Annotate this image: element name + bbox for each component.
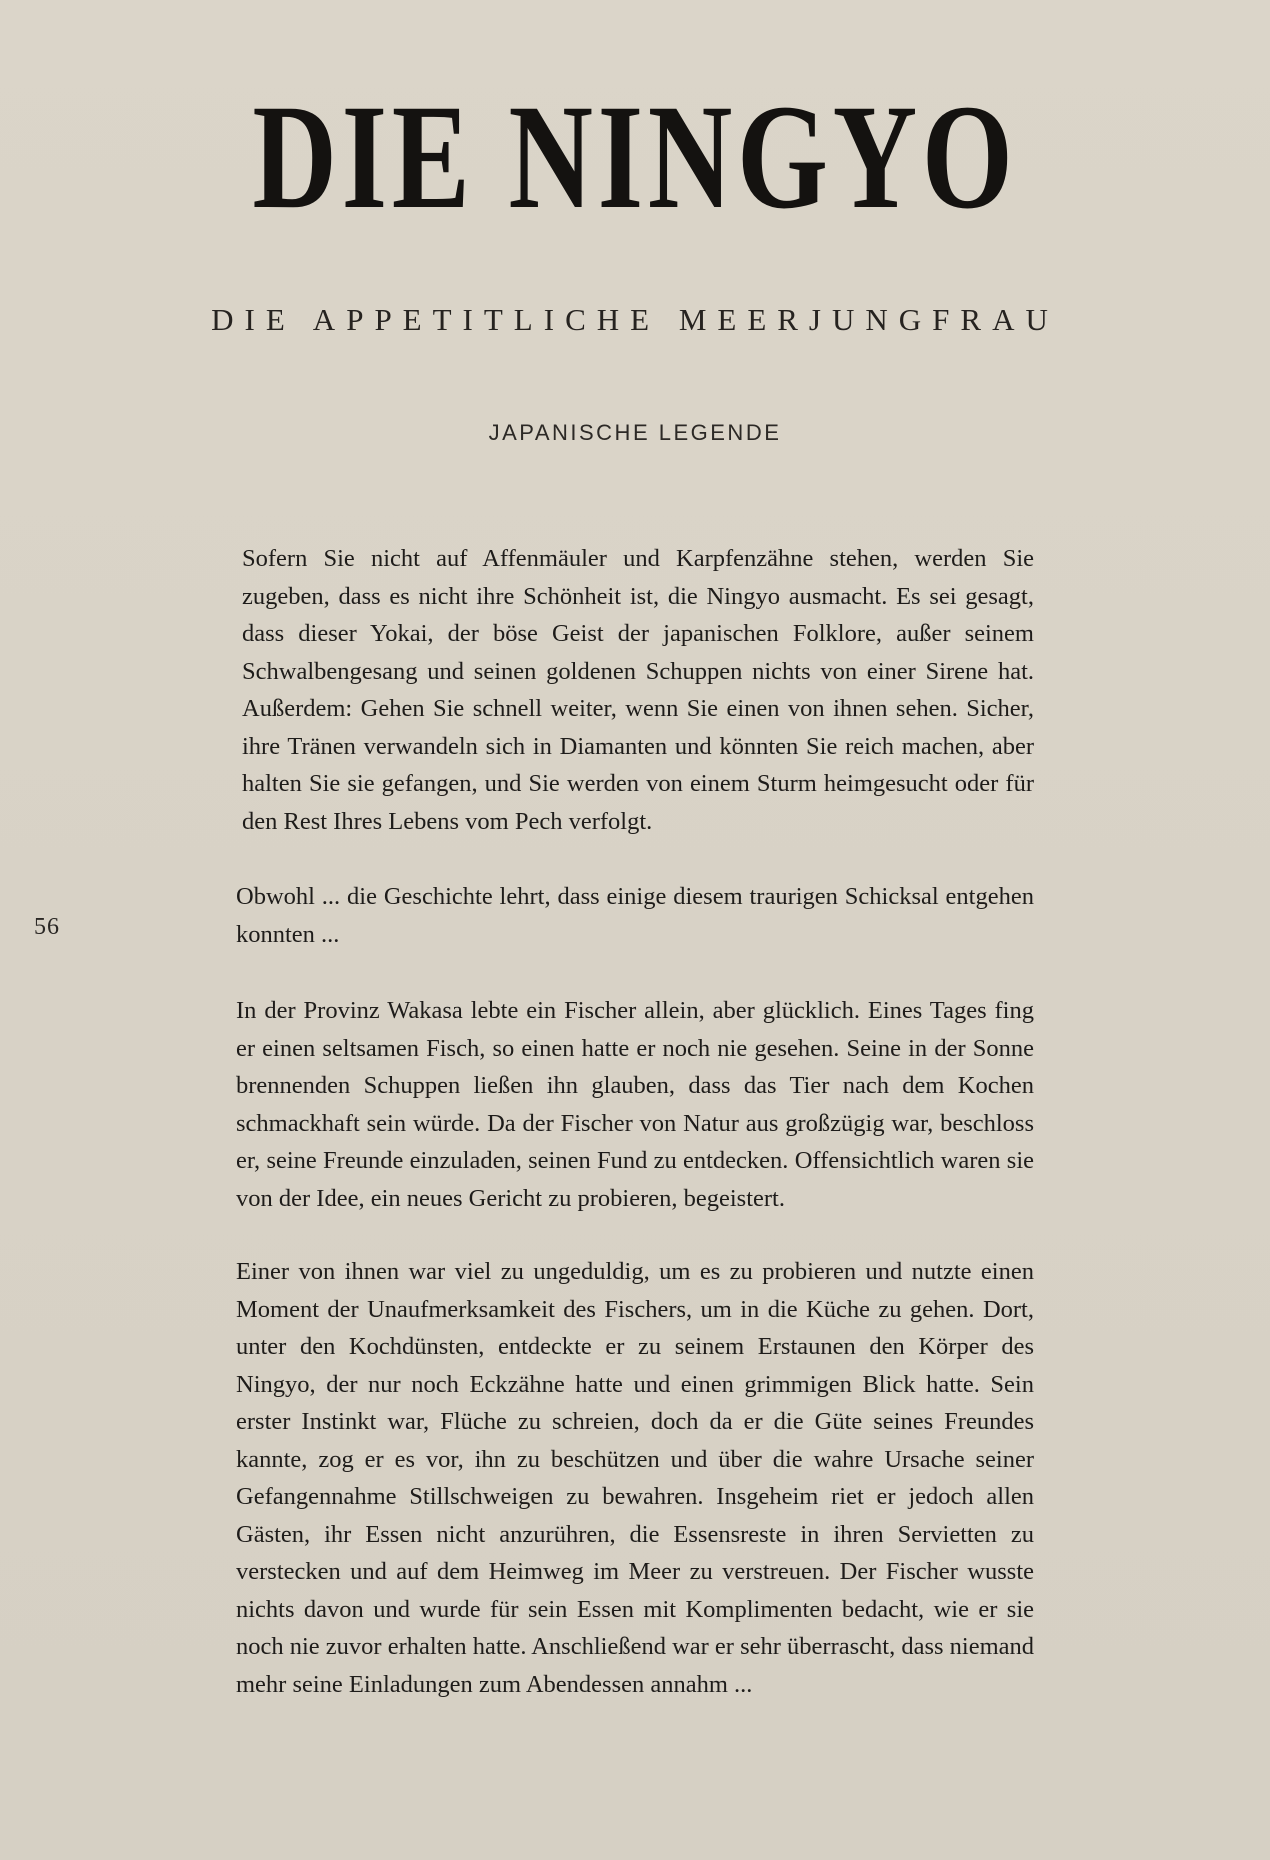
page-title: DIE NINGYO	[252, 74, 1018, 240]
body-paragraph-friend	[236, 1253, 1034, 1703]
page-number: 56	[34, 914, 60, 940]
paragraph-text: In der Provinz Wakasa lebte ein Fischer allein, aber glücklich. Eines Tages fing er einen seltsamen Fisch, so einen hatte er noch nie gesehen. Seine in der Sonne brennenden Schuppen ließen ihn glauben, dass das Tier nach dem Kochen schmackhaft sein würde. Da der Fischer von Natur aus großzügig war, beschloss er, seine Freunde einzuladen, seinen Fund zu entdecken. Offensichtlich waren sie von der Idee, ein neues Gericht zu probieren, begeistert.	[236, 997, 1034, 1212]
body-paragraph-intro	[242, 540, 1034, 840]
page-subtitle: DIE APPETITLICHE MEERJUNGFRAU	[211, 302, 1059, 337]
paragraph-text: Einer von ihnen war viel zu ungeduldig, um es zu probieren und nutzte einen Moment der Unaufmerksamkeit des Fischers, um in die Küche zu gehen. Dort, unter den Kochdünsten, entdeckte er zu seinem Erstaunen den Körper des Ningyo, der nur noch Eckzähne hatte und einen grimmigen Blick hatte. Sein erster Instinkt war, Flüche zu schreien, doch da er die Güte seines Freundes kannte, zog er es vor, ihn zu beschützen und über die wahre Ursache seiner Gefangennahme Stillschweigen zu bewahren. Insgeheim riet er jedoch allen Gästen, ihr Essen nicht anzurühren, die Essensreste in ihren Servietten zu verstecken und auf dem Heimweg im Meer zu verstreuen. Der Fischer wusste nichts davon und wurde für sein Essen mit Komplimenten bedacht, wie er sie noch nie zuvor erhalten hatte. Anschließend war er sehr überrascht, dass niemand mehr seine Einladungen zum Abendessen annahm ...	[236, 1258, 1034, 1698]
section-kicker: JAPANISCHE LEGENDE	[488, 420, 782, 445]
body-paragraph-fisherman	[236, 992, 1034, 1217]
paragraph-text: Sofern Sie nicht auf Affenmäuler und Karpfenzähne stehen, werden Sie zugeben, dass es nicht ihre Schönheit ist, die Ningyo ausmacht. Es sei gesagt, dass dieser Yokai, der böse Geist der japanischen Folklore, außer seinem Schwalbengesang und seinen goldenen Schuppen nichts von einer Sirene hat. Außerdem: Gehen Sie schnell weiter, wenn Sie einen von ihnen sehen. Sicher, ihre Tränen verwandeln sich in Diamanten und könnten Sie reich machen, aber halten Sie sie gefangen, und Sie werden von einem Sturm heimgesucht oder für den Rest Ihres Lebens vom Pech verfolgt.	[242, 545, 1034, 835]
body-paragraph-transition	[236, 878, 1034, 953]
paragraph-text: Obwohl ... die Geschichte lehrt, dass einige diesem traurigen Schicksal entgehen konnten ...	[236, 883, 1034, 948]
